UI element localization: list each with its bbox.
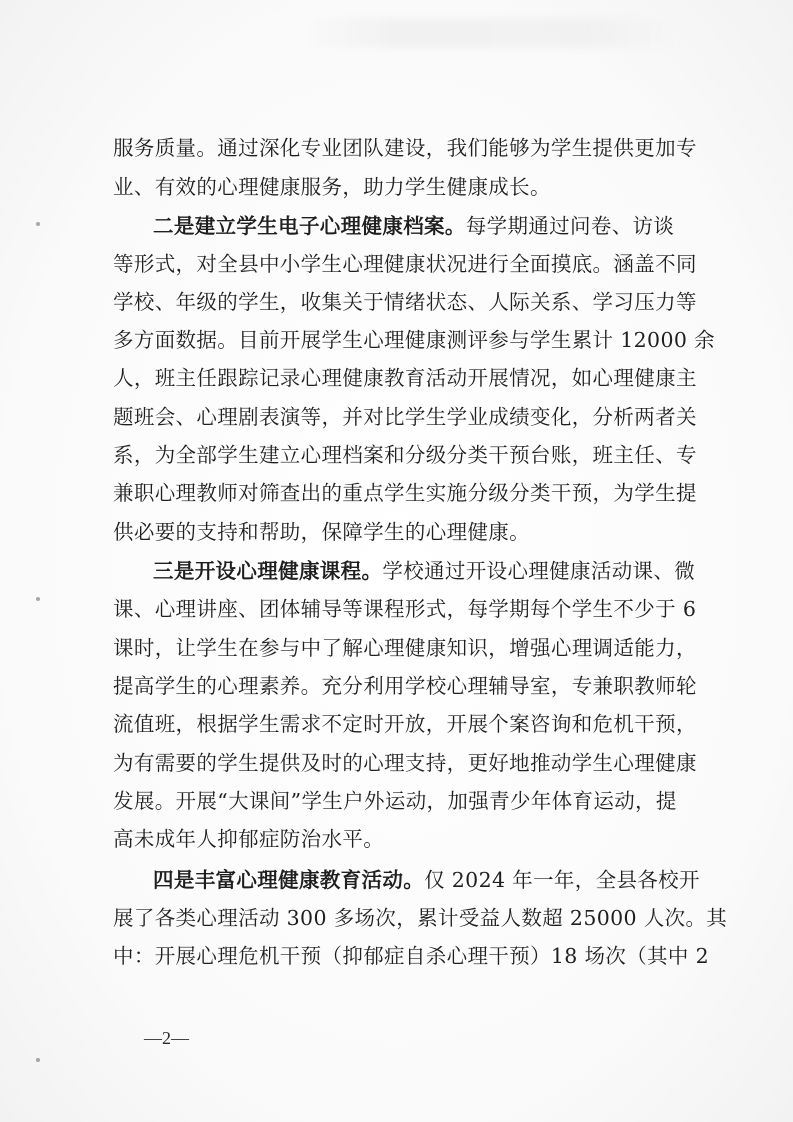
paragraph-heading: 三是开设心理健康课程。: [153, 559, 383, 583]
paragraph-heading: 四是丰富心理健康教育活动。: [153, 868, 425, 892]
paragraph-line: 系，为全部学生建立心理档案和分级分类干预台账，班主任、专: [113, 443, 697, 467]
paragraph-line: 人，班主任跟踪记录心理健康教育活动开展情况，如心理健康主: [113, 366, 697, 390]
paragraph-line: 等形式，对全县中小学生心理健康状况进行全面摸底。涵盖不同: [113, 252, 697, 276]
punch-mark: [36, 1058, 40, 1062]
paragraph-first-line: [153, 866, 700, 894]
paragraph-line: 流值班，根据学生需求不定时开放，开展个案咨询和危机干预，: [113, 712, 697, 736]
paragraph-line: 高未成年人抑郁症防治水平。: [113, 827, 385, 851]
paragraph-line: 题班会、心理剧表演等，并对比学生学业成绩变化，分析两者关: [113, 405, 697, 429]
paragraph-first-line: [153, 212, 674, 240]
paragraph-line: 多方面数据。目前开展学生心理健康测评参与学生累计 12000 余: [113, 328, 715, 352]
paragraph-line: 提高学生的心理素养。充分利用学校心理辅导室，专兼职教师轮: [113, 674, 697, 698]
page-number: —2—: [144, 1028, 189, 1048]
paragraph-heading: 二是建立学生电子心理健康档案。: [153, 214, 466, 238]
paragraph-text: 仅 2024 年一年，全县各校开: [424, 868, 700, 892]
paragraph-line: 学校、年级的学生，收集关于情绪状态、人际关系、学习压力等: [113, 290, 697, 314]
paragraph-line: 业、有效的心理健康服务，助力学生健康成长。: [113, 175, 551, 199]
paragraph-line: 中：开展心理危机干预（抑郁症自杀心理干预）18 场次（其中 2: [113, 944, 710, 968]
paragraph-line: 兼职心理教师对筛查出的重点学生实施分级分类干预，为学生提: [113, 481, 697, 505]
paragraph-line: 服务质量。通过深化专业团队建设，我们能够为学生提供更加专: [113, 136, 697, 160]
paragraph-line: 发展。开展“大课间”学生户外运动，加强青少年体育运动，提: [113, 789, 677, 813]
punch-mark: [36, 597, 40, 601]
paragraph-line: 供必要的支持和帮助，保障学生的心理健康。: [113, 520, 530, 544]
paragraph-line: 展了各类心理活动 300 多场次，累计受益人数超 25000 人次。其: [113, 906, 728, 930]
paragraph-line: 为有需要的学生提供及时的心理支持，更好地推动学生心理健康: [113, 751, 697, 775]
paragraph-text: 学校通过开设心理健康活动课、微: [382, 559, 696, 583]
paragraph-first-line: [153, 557, 695, 585]
paragraph-text: 每学期通过问卷、访谈: [465, 214, 675, 238]
paragraph-line: 课、心理讲座、团体辅导等课程形式，每学期每个学生不少于 6: [113, 597, 697, 621]
paragraph-line: 课时，让学生在参与中了解心理健康知识，增强心理调适能力，: [113, 636, 697, 660]
scan-shadow: [300, 18, 680, 48]
punch-mark: [36, 222, 40, 226]
